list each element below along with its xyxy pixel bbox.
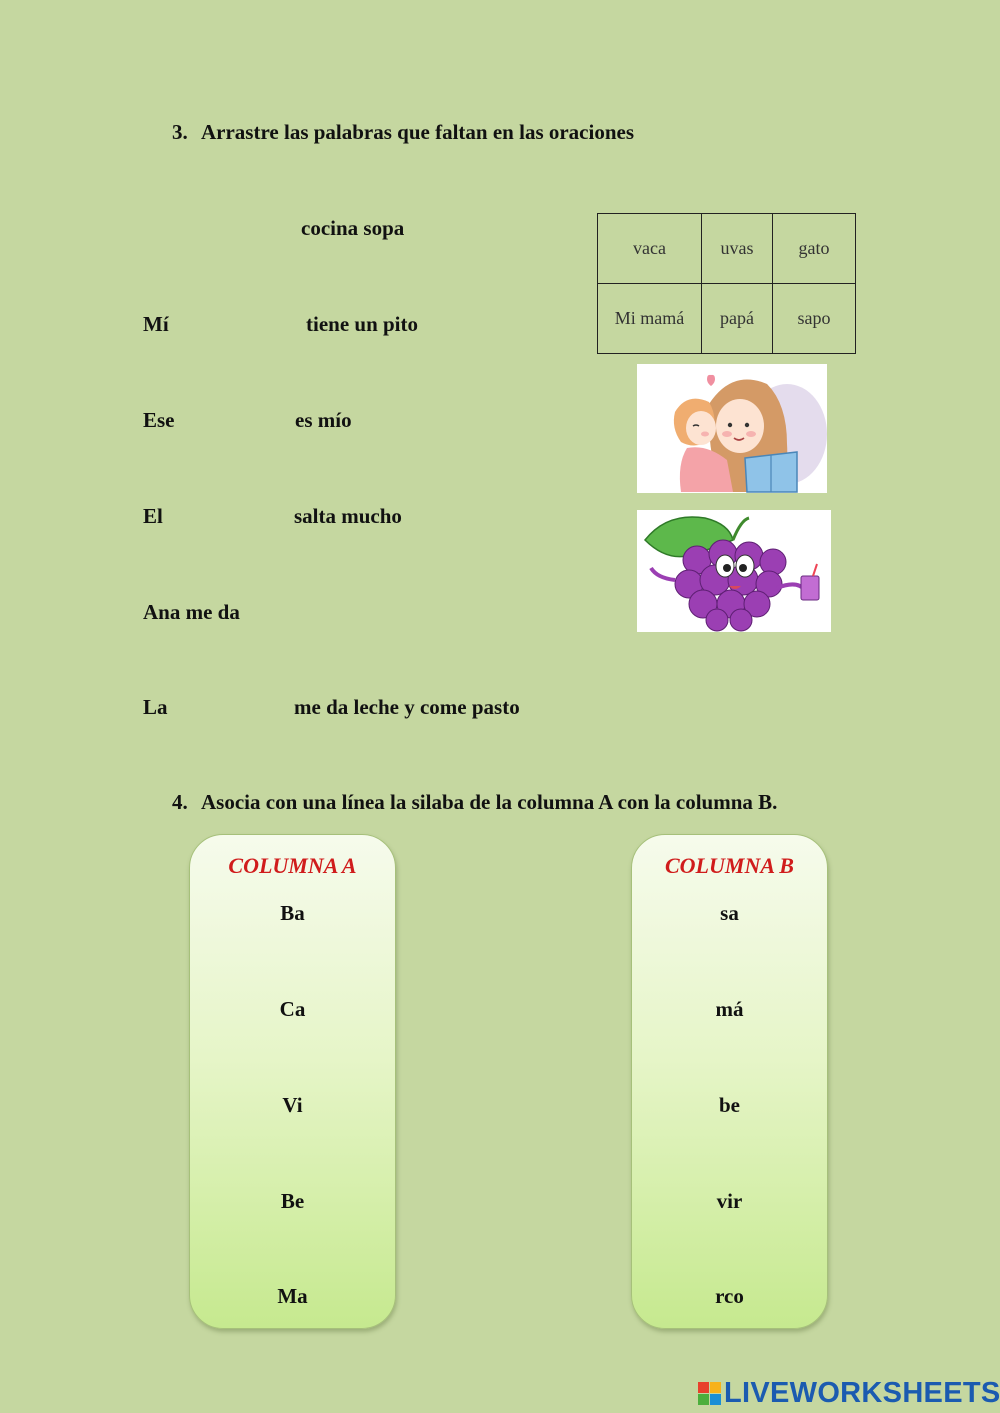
column-b-header: COLUMNA B — [665, 853, 794, 878]
sentence-5-end: me da leche y come pasto — [294, 695, 520, 719]
sentence-2-end: es mío — [295, 408, 352, 432]
sentence-1-start: Mí — [143, 312, 169, 336]
liveworksheets-logo[interactable] — [698, 1375, 1000, 1411]
sentence-2-start: Ese — [143, 408, 175, 432]
question-4-text: Asocia con una línea la silaba de la columna A con la columna B. — [201, 790, 778, 814]
mother-child-illustration — [637, 364, 827, 493]
column-b-item-vir[interactable]: vir — [716, 1189, 743, 1213]
word-bank-row — [598, 284, 856, 354]
question-4-title — [172, 790, 777, 815]
sentence-3-end: salta mucho — [294, 504, 402, 528]
word-option-gato[interactable]: gato — [773, 214, 856, 284]
question-3-text: Arrastre las palabras que faltan en las oraciones — [201, 120, 635, 144]
sentence-first-line: cocina sopa — [301, 216, 405, 240]
question-4-number: 4. — [172, 790, 188, 814]
word-option-vaca[interactable]: vaca — [598, 214, 702, 284]
word-bank-table — [597, 213, 856, 354]
liveworksheets-logo-text: LIVEWORKSHEETS — [724, 1376, 1000, 1409]
word-option-uvas[interactable]: uvas — [702, 214, 773, 284]
word-option-mi-mama[interactable]: Mi mamá — [598, 284, 702, 354]
column-a-item-ba[interactable]: Ba — [280, 901, 305, 925]
column-a-item-ma[interactable]: Ma — [277, 1284, 308, 1308]
word-bank-row — [598, 214, 856, 284]
grapes-illustration — [637, 510, 831, 632]
word-option-papa[interactable]: papá — [702, 284, 773, 354]
column-a-item-vi[interactable]: Vi — [282, 1093, 303, 1117]
question-3-number: 3. — [172, 120, 188, 144]
sentence-4-start: Ana me da — [143, 600, 240, 624]
sentence-5-start: La — [143, 695, 168, 719]
question-3-title — [172, 120, 634, 145]
sentence-1-end: tiene un pito — [306, 312, 419, 336]
sentence-3-start: El — [143, 504, 163, 528]
mother-child-drawing — [637, 364, 827, 493]
column-a-box — [189, 834, 396, 1329]
column-b-box — [631, 834, 828, 1329]
liveworksheets-logo-icon — [698, 1382, 721, 1405]
column-b-item-sa[interactable]: sa — [720, 901, 739, 925]
column-b-item-be[interactable]: be — [719, 1093, 740, 1117]
column-a-header: COLUMNA A — [228, 853, 357, 878]
grapes-drawing — [637, 510, 831, 632]
column-a-item-ca[interactable]: Ca — [279, 997, 306, 1021]
column-b-item-ma[interactable]: má — [715, 997, 744, 1021]
word-option-sapo[interactable]: sapo — [773, 284, 856, 354]
column-a-item-be[interactable]: Be — [280, 1189, 305, 1213]
column-b-item-rco[interactable]: rco — [715, 1284, 744, 1308]
